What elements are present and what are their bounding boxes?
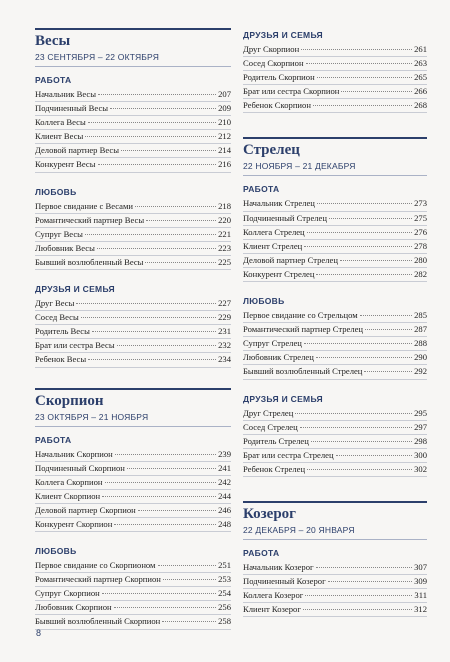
- toc-entry[interactable]: Деловой партнер Стрелец 280: [243, 254, 427, 268]
- toc-entry[interactable]: Бывший возлюбленный Стрелец 292: [243, 365, 427, 379]
- entry-list: [243, 197, 427, 282]
- section-title: ДРУЗЬЯ И СЕМЬЯ: [243, 30, 323, 40]
- entry-list: [35, 200, 231, 270]
- entry-list: [243, 561, 427, 617]
- sign-block-sagittarius: [243, 137, 427, 477]
- sign-dates: 22 НОЯБРЯ – 21 ДЕКАБРЯ: [243, 159, 427, 176]
- toc-entry[interactable]: Начальник Стрелец 273: [243, 197, 427, 211]
- toc-entry[interactable]: Коллега Козерог 311: [243, 589, 427, 603]
- toc-entry[interactable]: Родитель Весы 231: [35, 325, 231, 339]
- sign-title: Козерог: [243, 501, 427, 523]
- toc-entry[interactable]: Клиент Козерог 312: [243, 603, 427, 617]
- toc-entry[interactable]: Подчиненный Весы 209: [35, 102, 231, 116]
- toc-entry[interactable]: Сосед Скорпион 263: [243, 57, 427, 71]
- toc-entry[interactable]: Романтический партнер Стрелец 287: [243, 323, 427, 337]
- right-column: [231, 0, 427, 617]
- toc-entry[interactable]: Подчиненный Стрелец 275: [243, 212, 427, 226]
- sign-title: Стрелец: [243, 137, 427, 159]
- toc-entry[interactable]: Конкурент Весы 216: [35, 158, 231, 172]
- section-title: ЛЮБОВЬ: [35, 186, 77, 197]
- toc-entry[interactable]: Первое свидание со Стрельцом 285: [243, 309, 427, 323]
- toc-entry[interactable]: Бывший возлюбленный Скорпион 258: [35, 615, 231, 629]
- section-title: ДРУЗЬЯ И СЕМЬЯ: [243, 393, 323, 404]
- entry-list: [35, 88, 231, 173]
- toc-entry[interactable]: Клиент Стрелец 278: [243, 240, 427, 254]
- page-number: 8: [36, 628, 42, 638]
- toc-entry[interactable]: Начальник Скорпион 239: [35, 448, 231, 462]
- toc-entry[interactable]: Друг Скорпион 261: [243, 43, 427, 57]
- section-title: РАБОТА: [243, 547, 280, 558]
- toc-entry[interactable]: Супруг Скорпион 254: [35, 587, 231, 601]
- toc-entry[interactable]: Бывший возлюбленный Весы 225: [35, 256, 231, 270]
- entry-list: [35, 559, 231, 629]
- toc-entry[interactable]: Любовник Стрелец 290: [243, 351, 427, 365]
- toc-entry[interactable]: Друг Весы 227: [35, 297, 231, 311]
- entry-list: [243, 407, 427, 477]
- sign-dates: 23 СЕНТЯБРЯ – 22 ОКТЯБРЯ: [35, 50, 231, 67]
- toc-entry[interactable]: Коллега Стрелец 276: [243, 226, 427, 240]
- toc-entry[interactable]: Начальник Весы 207: [35, 88, 231, 102]
- toc-entry[interactable]: Конкурент Стрелец 282: [243, 268, 427, 282]
- toc-entry[interactable]: Брат или сестра Скорпион 266: [243, 85, 427, 99]
- sign-block-scorpio-continued: [243, 30, 427, 113]
- entry-list: [35, 297, 231, 367]
- toc-entry[interactable]: Ребенок Весы 234: [35, 353, 231, 367]
- toc-entry[interactable]: Начальник Козерог 307: [243, 561, 427, 575]
- toc-entry[interactable]: Романтический партнер Весы 220: [35, 214, 231, 228]
- entry-list: [243, 43, 427, 113]
- toc-entry[interactable]: Брат или сестра Весы 232: [35, 339, 231, 353]
- toc-entry[interactable]: Ребенок Стрелец 302: [243, 463, 427, 477]
- toc-entry[interactable]: Родитель Стрелец 298: [243, 435, 427, 449]
- toc-entry[interactable]: Деловой партнер Весы 214: [35, 144, 231, 158]
- toc-entry[interactable]: Конкурент Скорпион 248: [35, 518, 231, 532]
- toc-entry[interactable]: Коллега Скорпион 242: [35, 476, 231, 490]
- sign-title: Скорпион: [35, 388, 231, 410]
- entry-list: [243, 309, 427, 379]
- toc-entry[interactable]: Родитель Скорпион 265: [243, 71, 427, 85]
- toc-entry[interactable]: Первое свидание с Весами 218: [35, 200, 231, 214]
- toc-entry[interactable]: Любовник Скорпион 256: [35, 601, 231, 615]
- toc-entry[interactable]: Клиент Весы 212: [35, 130, 231, 144]
- toc-entry[interactable]: Ребенок Скорпион 268: [243, 99, 427, 113]
- section-title: РАБОТА: [35, 75, 72, 85]
- sign-title: Весы: [35, 28, 231, 50]
- sign-block-libra: [35, 28, 231, 368]
- toc-entry[interactable]: Подчиненный Козерог 309: [243, 575, 427, 589]
- toc-entry[interactable]: Деловой партнер Скорпион 246: [35, 504, 231, 518]
- section-title: РАБОТА: [35, 434, 72, 445]
- toc-entry[interactable]: Первое свидание со Скорпионом 251: [35, 559, 231, 573]
- section-title: ДРУЗЬЯ И СЕМЬЯ: [35, 284, 115, 295]
- toc-entry[interactable]: Подчиненный Скорпион 241: [35, 462, 231, 476]
- toc-entry[interactable]: Клиент Скорпион 244: [35, 490, 231, 504]
- toc-entry[interactable]: Сосед Весы 229: [35, 311, 231, 325]
- toc-entry[interactable]: Брат или сестра Стрелец 300: [243, 449, 427, 463]
- section-title: ЛЮБОВЬ: [35, 546, 77, 557]
- sign-dates: 22 ДЕКАБРЯ – 20 ЯНВАРЯ: [243, 523, 427, 540]
- toc-entry[interactable]: Супруг Весы 221: [35, 228, 231, 242]
- entry-list: [35, 448, 231, 533]
- toc-entry[interactable]: Сосед Стрелец 297: [243, 421, 427, 435]
- section-title: РАБОТА: [243, 184, 280, 195]
- toc-entry[interactable]: Коллега Весы 210: [35, 116, 231, 130]
- toc-entry[interactable]: Романтический партнер Скорпион 253: [35, 573, 231, 587]
- section-title: ЛЮБОВЬ: [243, 296, 285, 307]
- sign-block-scorpio: [35, 388, 231, 630]
- sign-block-capricorn: [243, 501, 427, 617]
- left-column: [35, 0, 231, 630]
- toc-entry[interactable]: Друг Стрелец 295: [243, 407, 427, 421]
- toc-entry[interactable]: Супруг Стрелец 288: [243, 337, 427, 351]
- toc-entry[interactable]: Любовник Весы 223: [35, 242, 231, 256]
- sign-dates: 23 ОКТЯБРЯ – 21 НОЯБРЯ: [35, 410, 231, 427]
